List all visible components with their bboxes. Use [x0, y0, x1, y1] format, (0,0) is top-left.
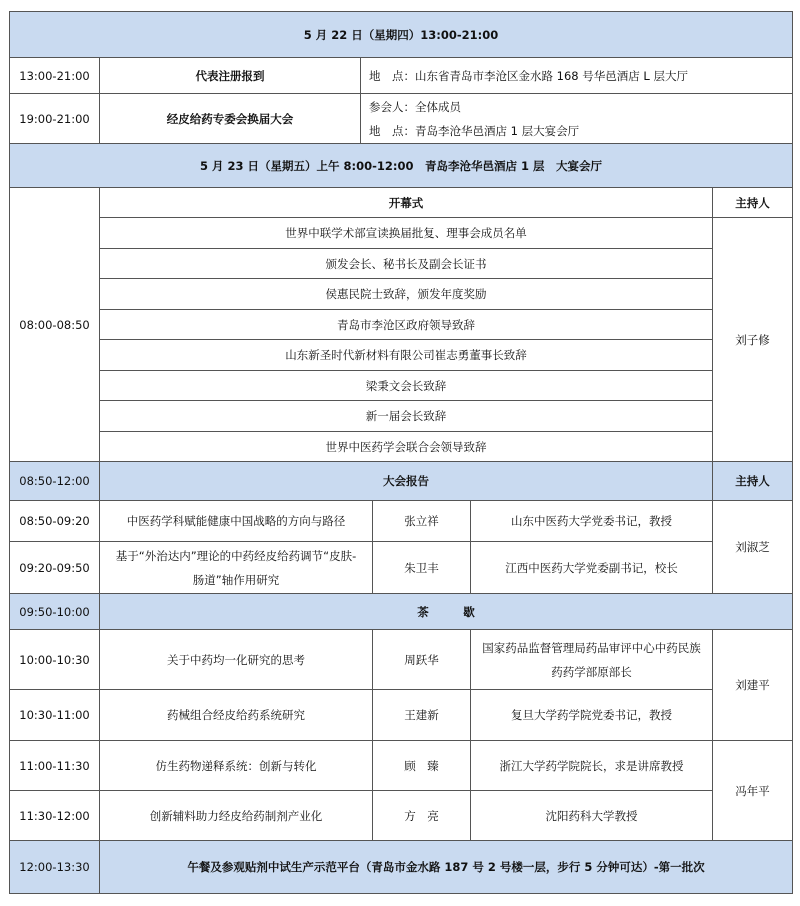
- topic-cell: 药械组合经皮给药系统研究: [100, 690, 373, 741]
- affiliation-cell: 复旦大学药学院党委书记，教授: [471, 690, 713, 741]
- event-cell: 经皮给药专委会换届大会: [100, 94, 361, 144]
- affiliation-cell: 浙江大学药学院院长，求是讲席教授: [471, 741, 713, 791]
- time-cell: 08:00-08:50: [10, 188, 100, 462]
- topic-cell: 仿生药物递释系统：创新与转化: [100, 741, 373, 791]
- event-cell: 代表注册报到: [100, 58, 361, 94]
- host-name: 刘建平: [713, 630, 793, 741]
- opening-item: 山东新圣时代新材料有限公司崔志勇董事长致辞: [100, 340, 713, 371]
- time-cell: 10:00-10:30: [10, 630, 100, 690]
- time-cell: 08:50-09:20: [10, 501, 100, 542]
- time-cell: 12:00-13:30: [10, 841, 100, 894]
- time-cell: 10:30-11:00: [10, 690, 100, 741]
- time-cell: 11:30-12:00: [10, 791, 100, 841]
- details-cell: [361, 94, 793, 144]
- time-cell: 13:00-21:00: [10, 58, 100, 94]
- day1-header: 5 月 22 日（星期四）13:00-21:00: [10, 12, 793, 58]
- time-cell: 11:00-11:30: [10, 741, 100, 791]
- opening-item: 梁秉文会长致辞: [100, 371, 713, 401]
- opening-item: 世界中医药学会联合会领导致辞: [100, 432, 713, 462]
- speaker-cell: 朱卫丰: [373, 542, 471, 594]
- opening-item: 青岛市李沧区政府领导致辞: [100, 310, 713, 340]
- host-name: 刘子修: [713, 218, 793, 462]
- host-name: 刘淑芝: [713, 501, 793, 594]
- opening-item: 新一届会长致辞: [100, 401, 713, 432]
- speaker-cell: 周跃华: [373, 630, 471, 690]
- speaker-cell: 顾 臻: [373, 741, 471, 791]
- host-name: 冯年平: [713, 741, 793, 841]
- speaker-cell: 王建新: [373, 690, 471, 741]
- speaker-cell: 张立祥: [373, 501, 471, 542]
- time-cell: 09:50-10:00: [10, 594, 100, 630]
- time-cell: 08:50-12:00: [10, 462, 100, 501]
- affiliation-cell: 江西中医药大学党委副书记，校长: [471, 542, 713, 594]
- affiliation-cell: 山东中医药大学党委书记，教授: [471, 501, 713, 542]
- day2-header: 5 月 23 日（星期五）上午 8:00-12:00 青岛李沧华邑酒店 1 层 大宴会厅: [10, 144, 793, 188]
- schedule-table: [9, 11, 793, 894]
- opening-title: 开幕式: [100, 188, 713, 218]
- host-label: 主持人: [713, 462, 793, 501]
- report-title: 大会报告: [100, 462, 713, 501]
- break-title: 茶 歇: [100, 594, 793, 630]
- topic-cell: 关于中药均一化研究的思考: [100, 630, 373, 690]
- topic-cell: 创新辅料助力经皮给药制剂产业化: [100, 791, 373, 841]
- details-cell: 地 点：山东省青岛市李沧区金水路 168 号华邑酒店 L 层大厅: [361, 58, 793, 94]
- opening-item: 世界中联学术部宣读换届批复、理事会成员名单: [100, 218, 713, 249]
- opening-item: 颁发会长、秘书长及副会长证书: [100, 249, 713, 279]
- time-cell: 19:00-21:00: [10, 94, 100, 144]
- lunch-title: 午餐及参观贴剂中试生产示范平台（青岛市金水路 187 号 2 号楼一层，步行 5 分钟可达）-第一批次: [100, 841, 793, 894]
- host-label: 主持人: [713, 188, 793, 218]
- affiliation-cell: 国家药品监督管理局药品审评中心中药民族药药学部原部长: [471, 630, 713, 690]
- details-line: 参会人：全体成员: [369, 99, 461, 114]
- topic-cell: 中医药学科赋能健康中国战略的方向与路径: [100, 501, 373, 542]
- opening-item: 侯惠民院士致辞，颁发年度奖励: [100, 279, 713, 310]
- time-cell: 09:20-09:50: [10, 542, 100, 594]
- details-line: 地 点：青岛李沧华邑酒店 1 层大宴会厅: [369, 123, 580, 138]
- topic-cell: 基于“外治达内”理论的中药经皮给药调节“皮肤-肠道”轴作用研究: [100, 542, 373, 594]
- affiliation-cell: 沈阳药科大学教授: [471, 791, 713, 841]
- speaker-cell: 方 亮: [373, 791, 471, 841]
